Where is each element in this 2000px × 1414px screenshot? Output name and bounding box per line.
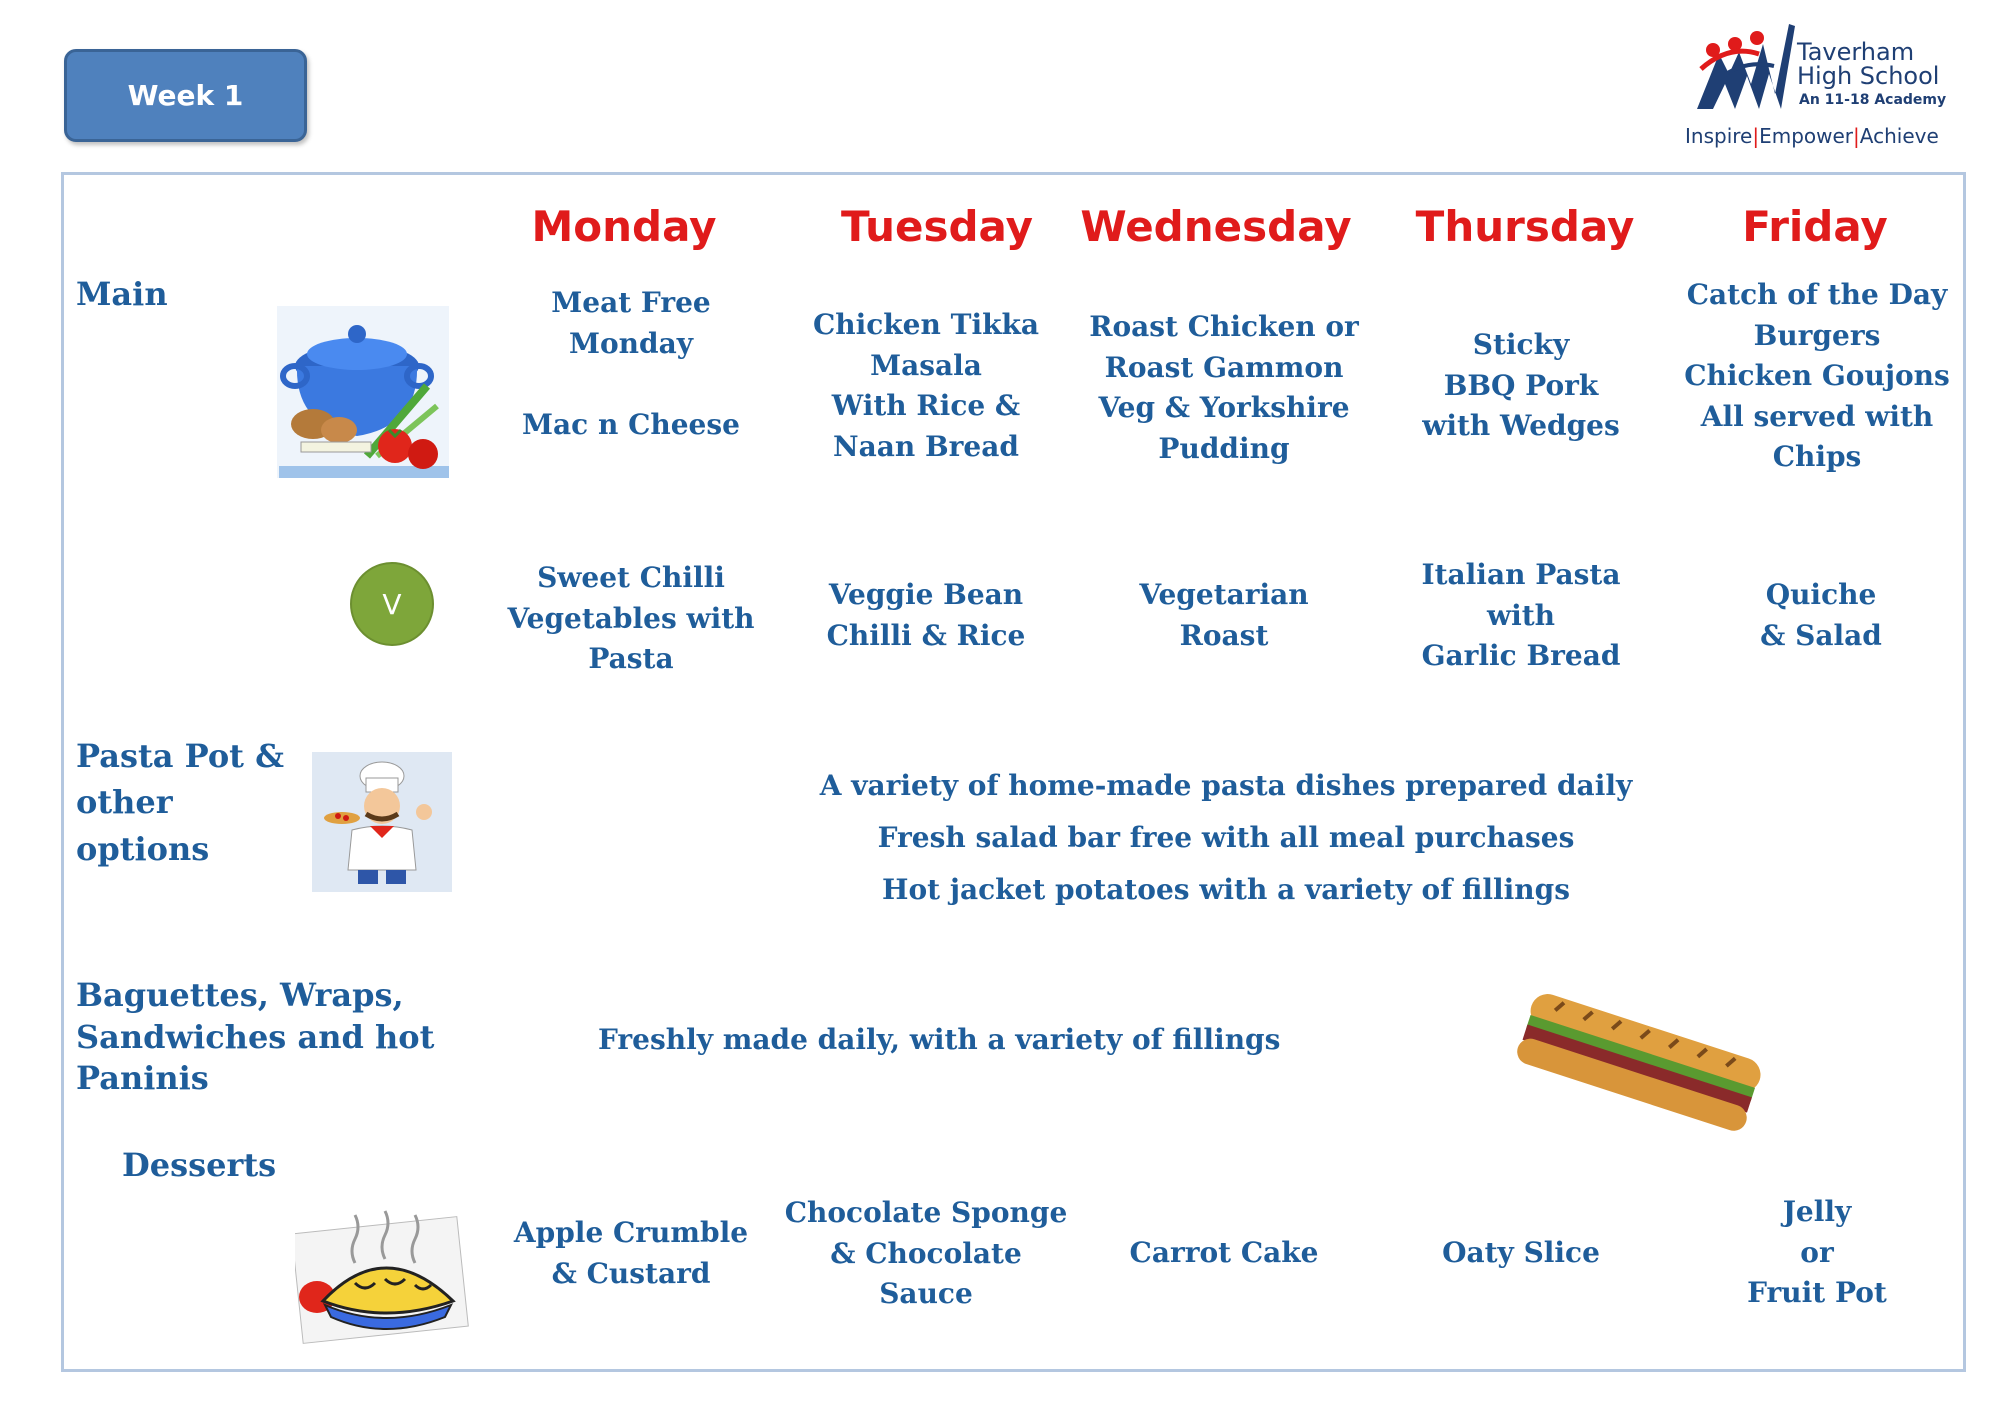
day-header-monday: Monday [531, 202, 717, 251]
motto-empower: Empower [1759, 124, 1854, 148]
dessert-tuesday: Chocolate Sponge & Chocolate Sauce [784, 1196, 1068, 1311]
motto-achieve: Achieve [1859, 124, 1939, 148]
day-header-thursday: Thursday [1415, 202, 1635, 251]
logo-motto: Inspire|Empower|Achieve [1685, 124, 1939, 148]
logo-school-line2: High School [1797, 62, 1940, 90]
section-label-pasta: Pasta Pot & other options [76, 737, 284, 868]
veg-wednesday: Vegetarian Roast [1139, 578, 1309, 652]
pasta-line-2: Fresh salad bar free with all meal purchases [877, 821, 1575, 854]
chef-icon [312, 752, 452, 892]
day-header-friday: Friday [1742, 202, 1888, 251]
section-label-main: Main [76, 275, 168, 313]
vegetarian-badge-icon [350, 562, 434, 646]
school-logo [1685, 14, 1950, 154]
logo-figures-icon [1689, 14, 1801, 119]
logo-school-line1: Taverham [1797, 38, 1915, 66]
dessert-wednesday: Carrot Cake [1129, 1236, 1319, 1269]
veg-thursday: Italian Pasta with Garlic Bread [1421, 558, 1621, 673]
veg-friday: Quiche & Salad [1760, 578, 1882, 652]
motto-inspire: Inspire [1685, 124, 1753, 148]
panini-icon [1500, 985, 1780, 1135]
day-header-wednesday: Wednesday [1080, 202, 1352, 251]
dessert-monday: Apple Crumble & Custard [513, 1216, 749, 1290]
section-label-baguettes: Baguettes, Wraps, Sandwiches and hot Paninis [76, 976, 435, 1098]
cooking-pot-icon [277, 306, 449, 478]
main-monday: Meat Free Monday Mac n Cheese [522, 286, 740, 441]
pasta-line-1: A variety of home-made pasta dishes prepared daily [819, 769, 1633, 802]
day-header-tuesday: Tuesday [841, 202, 1033, 251]
pie-icon [295, 1205, 470, 1345]
main-wednesday: Roast Chicken or Roast Gammon Veg & Yorkshire Pudding [1089, 310, 1359, 465]
baguettes-description: Freshly made daily, with a variety of fillings [598, 1023, 1281, 1056]
pasta-line-3: Hot jacket potatoes with a variety of fillings [882, 873, 1570, 906]
logo-school-line3: An 11-18 Academy [1799, 92, 1947, 108]
dessert-thursday: Oaty Slice [1442, 1236, 1600, 1269]
main-tuesday: Chicken Tikka Masala With Rice & Naan Bread [812, 308, 1040, 463]
section-label-desserts: Desserts [122, 1146, 277, 1184]
dessert-friday: Jelly or Fruit Pot [1747, 1195, 1887, 1310]
veg-monday: Sweet Chilli Vegetables with Pasta [507, 561, 755, 676]
veg-tuesday: Veggie Bean Chilli & Rice [826, 578, 1026, 652]
main-friday: Catch of the Day Burgers Chicken Goujons All served with Chips [1684, 278, 1950, 474]
main-thursday: Sticky BBQ Pork with Wedges [1422, 328, 1620, 443]
week-tab[interactable]: Week 1 [64, 49, 307, 142]
vegetarian-badge-label: V [382, 587, 402, 621]
